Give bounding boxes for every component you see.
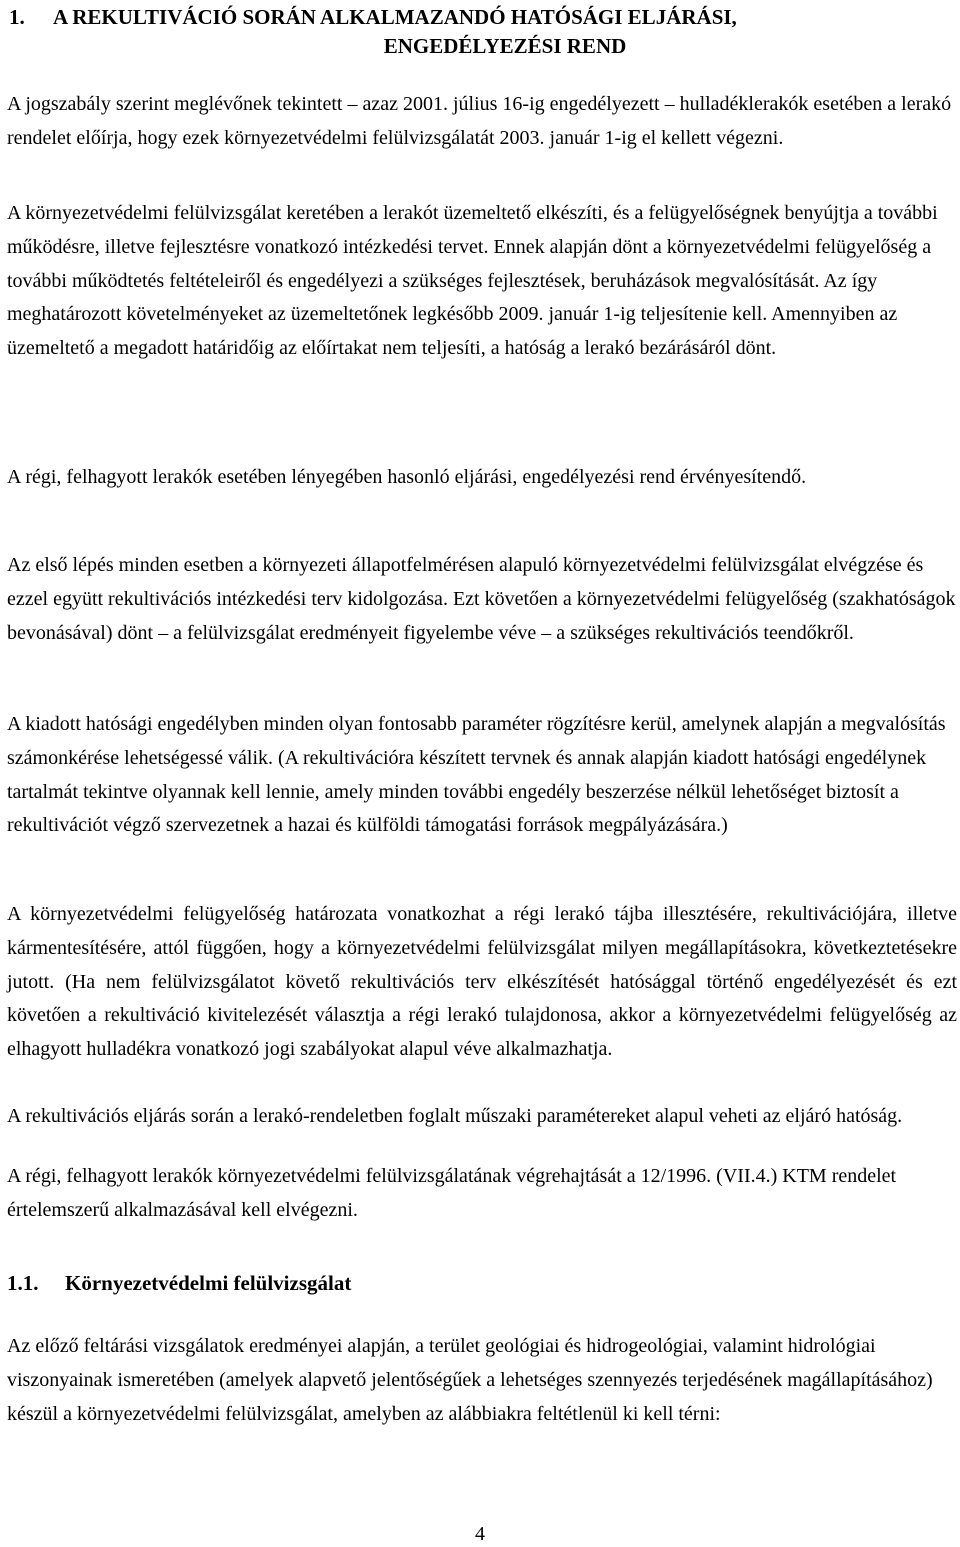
paragraph-9: Az előző feltárási vizsgálatok eredményei alapján, a terület geológiai és hidrogeológiai, valamint hidrológiai viszonyainak ismeretében (amelyek alapvető jelentőségűek a lehetséges szennyezés terjedésének magállapításához) készül a környezetvédelmi felülvizsgálat, amelyben az alábbiakra feltétlenül ki kell térni:: [7, 1335, 933, 1425]
section-heading: [7, 1270, 351, 1296]
paragraph-3: A régi, felhagyott lerakók esetében lényegében hasonló eljárási, engedélyezési rend érvényesítendő.: [7, 466, 807, 488]
chapter-title-line2: ENGEDÉLYEZÉSI REND: [383, 34, 627, 58]
paragraph-2: A környezetvédelmi felülvizsgálat keretében a lerakót üzemeltető elkészíti, és a felügyelőségnek benyújtja a további működésre, illetve fejlesztésre vonatkozó intézkedési tervet. Ennek alapján dönt a környezetvédelmi felügyelőség a további működtetés feltételeiről és engedélyezi a szükséges fejlesztések, beruházások megvalósítását. Az így meghatározott követelményeket az üzemeltetőnek legkésőbb 2009. január 1-ig teljesítenie kell. Amennyiben az üzemeltető a megadott határidőig az előírtakat nem teljesíti, a hatóság a lerakó bezárásáról dönt.: [7, 202, 938, 360]
chapter-title-line1: A REKULTIVÁCIÓ SORÁN ALKALMAZANDÓ HATÓSÁGI ELJÁRÁSI,: [53, 5, 737, 29]
chapter-heading-line1: [9, 4, 737, 30]
section-number: 1.1.: [7, 1271, 39, 1295]
page-number: 4: [475, 1523, 485, 1545]
paragraph-5: A kiadott hatósági engedélyben minden olyan fontosabb paraméter rögzítésre kerül, amelynek alapján a megvalósítás számonkérése lehetségessé válik. (A rekultivációra készített tervnek és annak alapján kiadott hatósági engedélynek tartalmát tekintve olyannak kell lennie, amely minden további engedély beszerzése nélkül lehetőséget biztosít a rekultivációt végző szervezetnek a hazai és külföldi támogatási források megpályázására.): [7, 713, 946, 837]
section-title: Környezetvédelmi felülvizsgálat: [65, 1271, 352, 1295]
paragraph-6: A környezetvédelmi felügyelőség határozata vonatkozhat a régi lerakó tájba illesztésére, rekultivációjára, illetve kármentesítésére, attól függően, hogy a környezetvédelmi felülvizsgálat milyen megállapításokra, következtetésekre jutott. (Ha nem felülvizsgálatot követő rekultivációs terv elkészítését hatósággal történő engedélyezését és ezt követően a rekultiváció kivitelezését választja a régi lerakó tulajdonosa, akkor a környezetvédelmi felügyelőség az elhagyott hulladékra vonatkozó jogi szabályokat alapul véve alkalmazhatja.: [7, 903, 957, 1061]
paragraph-8: A régi, felhagyott lerakók környezetvédelmi felülvizsgálatának végrehajtását a 12/1996. (VII.4.) KTM rendelet értelemszerű alkalmazásával kell elvégezni.: [7, 1165, 897, 1221]
chapter-number: 1.: [9, 5, 25, 29]
paragraph-7: A rekultivációs eljárás során a lerakó-rendeletben foglalt műszaki paramétereket alapul veheti az eljáró hatóság.: [7, 1105, 903, 1127]
paragraph-1: A jogszabály szerint meglévőnek tekintett – azaz 2001. július 16-ig engedélyezett – hulladéklerakók esetében a lerakó rendelet előírja, hogy ezek környezetvédelmi felülvizsgálatát 2003. január 1-ig el kellett végezni.: [7, 93, 952, 149]
paragraph-4: Az első lépés minden esetben a környezeti állapotfelmérésen alapuló környezetvédelmi felülvizsgálat elvégzése és ezzel együtt rekultivációs intézkedési terv kidolgozása. Ezt követően a környezetvédelmi felügyelőség (szakhatóságok bevonásával) dönt – a felülvizsgálat eredményeit figyelembe véve – a szükséges rekultivációs teendőkről.: [7, 554, 956, 644]
